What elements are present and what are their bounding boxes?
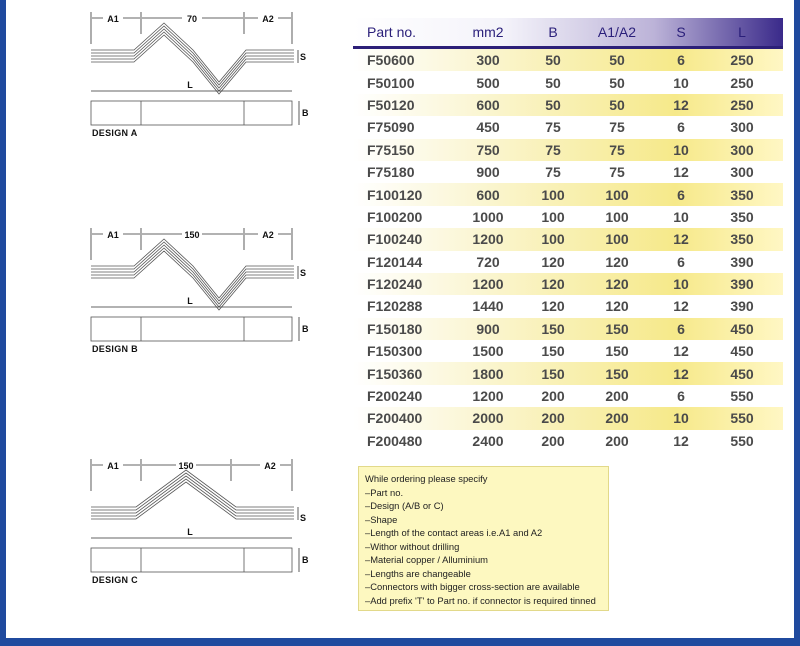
cell-a1-a2: 75 — [609, 119, 625, 136]
cell-part-no: F50600 — [367, 52, 415, 69]
cell-a1-a2: 75 — [609, 164, 625, 181]
table-body — [353, 49, 783, 452]
cell-mm2: 1800 — [472, 365, 504, 382]
design-b-a1-label: A1 — [107, 230, 119, 240]
parts-table — [353, 18, 783, 452]
table-row — [353, 94, 783, 116]
cell-l: 250 — [730, 74, 754, 91]
table-row — [353, 295, 783, 317]
cell-part-no: F150300 — [367, 343, 423, 360]
cell-s: 10 — [673, 208, 689, 225]
cell-b: 150 — [541, 365, 565, 382]
cell-b: 75 — [545, 164, 561, 181]
design-b-drawing — [86, 226, 316, 354]
cell-l: 390 — [730, 298, 754, 315]
cell-s: 12 — [673, 343, 689, 360]
cell-l: 250 — [730, 52, 754, 69]
table-row — [353, 228, 783, 250]
design-c-b-label: B — [302, 555, 309, 565]
cell-part-no: F120240 — [367, 276, 423, 293]
cell-b: 100 — [541, 231, 565, 248]
cell-a1-a2: 200 — [605, 410, 629, 427]
header-mm2: mm2 — [472, 24, 504, 40]
design-c-drawing — [86, 457, 316, 585]
cell-mm2: 1440 — [472, 298, 504, 315]
design-b-mid-dimension: 150 — [184, 230, 200, 240]
table-row — [353, 430, 783, 452]
cell-part-no: F120288 — [367, 298, 423, 315]
cell-mm2: 900 — [476, 320, 500, 337]
cell-b: 120 — [541, 276, 565, 293]
design-b-l-label: L — [187, 296, 193, 306]
cell-s: 12 — [673, 298, 689, 315]
bottom-frame-border — [0, 638, 800, 646]
cell-b: 200 — [541, 388, 565, 405]
design-a-a2-label: A2 — [262, 14, 274, 24]
cell-a1-a2: 120 — [605, 276, 629, 293]
cell-s: 10 — [673, 410, 689, 427]
cell-s: 10 — [673, 276, 689, 293]
cell-part-no: F75150 — [367, 141, 415, 158]
design-a-a1-label: A1 — [107, 14, 119, 24]
cell-mm2: 750 — [476, 141, 500, 158]
cell-mm2: 1200 — [472, 388, 504, 405]
cell-part-no: F100200 — [367, 208, 423, 225]
table-row — [353, 183, 783, 205]
cell-mm2: 500 — [476, 74, 500, 91]
cell-mm2: 720 — [476, 253, 500, 270]
cell-part-no: F100240 — [367, 231, 423, 248]
cell-s: 10 — [673, 141, 689, 158]
cell-part-no: F150180 — [367, 320, 423, 337]
table-row — [353, 71, 783, 93]
cell-mm2: 1200 — [472, 231, 504, 248]
header-a1-a2: A1/A2 — [597, 24, 637, 40]
design-b-a2-label: A2 — [262, 230, 274, 240]
cell-s: 12 — [673, 365, 689, 382]
design-c-mid-dimension: 150 — [178, 461, 194, 471]
design-a-drawing — [86, 10, 316, 138]
table-row — [353, 362, 783, 384]
cell-b: 200 — [541, 410, 565, 427]
notes-item: –Connectors with bigger cross-section are available — [365, 581, 580, 592]
cell-a1-a2: 100 — [605, 186, 629, 203]
table-row — [353, 407, 783, 429]
cell-part-no: F50120 — [367, 96, 415, 113]
cell-l: 390 — [730, 276, 754, 293]
cell-mm2: 1500 — [472, 343, 504, 360]
design-a-mid-dimension: 70 — [186, 14, 198, 24]
design-a-l-label: L — [187, 80, 193, 90]
cell-l: 390 — [730, 253, 754, 270]
cell-s: 6 — [677, 320, 685, 337]
cell-l: 300 — [730, 141, 754, 158]
cell-part-no: F100120 — [367, 186, 423, 203]
table-row — [353, 116, 783, 138]
notes-item: –Part no. — [365, 486, 404, 498]
table-row — [353, 340, 783, 362]
design-c-a1-label: A1 — [107, 461, 119, 471]
cell-mm2: 1000 — [472, 208, 504, 225]
cell-a1-a2: 150 — [605, 343, 629, 360]
ordering-notes — [358, 466, 609, 611]
design-c-l-label: L — [187, 527, 193, 537]
design-a-b-label: B — [302, 108, 309, 118]
table-row — [353, 49, 783, 71]
table-row — [353, 206, 783, 228]
cell-l: 350 — [730, 208, 754, 225]
design-b-s-label: S — [300, 268, 307, 278]
design-a-label: DESIGN A — [92, 128, 138, 138]
left-frame-border — [0, 0, 6, 646]
cell-l: 450 — [730, 365, 754, 382]
cell-mm2: 450 — [476, 119, 500, 136]
cell-part-no: F75180 — [367, 164, 415, 181]
design-c-a2-label: A2 — [264, 461, 276, 471]
cell-a1-a2: 150 — [605, 365, 629, 382]
right-frame-border — [794, 0, 800, 646]
notes-item: –Lengths are changeable — [365, 567, 471, 579]
cell-s: 12 — [673, 432, 689, 449]
cell-a1-a2: 50 — [609, 74, 625, 91]
cell-part-no: F200480 — [367, 432, 423, 449]
table-row — [353, 161, 783, 183]
notes-item: –Add prefix 'T' to Part no. if connector is required tinned — [365, 594, 596, 606]
design-a-s-label: S — [300, 52, 307, 62]
cell-l: 350 — [730, 231, 754, 248]
table-header — [353, 18, 783, 49]
header-b: B — [548, 24, 558, 40]
cell-l: 300 — [730, 119, 754, 136]
cell-b: 150 — [541, 343, 565, 360]
cell-s: 10 — [673, 74, 689, 91]
cell-s: 12 — [673, 164, 689, 181]
cell-b: 50 — [545, 52, 561, 69]
cell-l: 450 — [730, 343, 754, 360]
table-row — [353, 385, 783, 407]
cell-a1-a2: 50 — [609, 52, 625, 69]
cell-l: 250 — [730, 96, 754, 113]
cell-a1-a2: 100 — [605, 208, 629, 225]
cell-a1-a2: 100 — [605, 231, 629, 248]
cell-part-no: F120144 — [367, 253, 423, 270]
cell-s: 6 — [677, 253, 685, 270]
cell-a1-a2: 120 — [605, 253, 629, 270]
cell-l: 450 — [730, 320, 754, 337]
cell-part-no: F200400 — [367, 410, 423, 427]
table-row — [353, 273, 783, 295]
cell-mm2: 900 — [476, 164, 500, 181]
cell-b: 120 — [541, 298, 565, 315]
cell-mm2: 600 — [476, 186, 500, 203]
cell-b: 75 — [545, 141, 561, 158]
design-c-s-label: S — [300, 513, 307, 523]
cell-l: 550 — [730, 432, 754, 449]
table-row — [353, 318, 783, 340]
cell-b: 100 — [541, 186, 565, 203]
table-row — [353, 251, 783, 273]
header-l: L — [738, 24, 746, 40]
cell-part-no: F75090 — [367, 119, 415, 136]
cell-a1-a2: 50 — [609, 96, 625, 113]
cell-part-no: F50100 — [367, 74, 415, 91]
cell-l: 350 — [730, 186, 754, 203]
design-c-label: DESIGN C — [92, 575, 138, 585]
notes-item: –Withor without drilling — [365, 540, 460, 552]
cell-a1-a2: 120 — [605, 298, 629, 315]
cell-b: 50 — [545, 96, 561, 113]
cell-mm2: 2000 — [472, 410, 504, 427]
cell-s: 6 — [677, 119, 685, 136]
cell-b: 50 — [545, 74, 561, 91]
notes-heading: While ordering please specify — [365, 473, 488, 484]
table-row — [353, 139, 783, 161]
cell-s: 6 — [677, 52, 685, 69]
notes-item: –Material copper / Alluminium — [365, 554, 488, 565]
header-part-no: Part no. — [367, 24, 417, 40]
cell-mm2: 600 — [476, 96, 500, 113]
design-b-b-label: B — [302, 324, 309, 334]
cell-s: 12 — [673, 96, 689, 113]
cell-b: 75 — [545, 119, 561, 136]
design-b-label: DESIGN B — [92, 344, 138, 354]
cell-a1-a2: 150 — [605, 320, 629, 337]
cell-part-no: F200240 — [367, 388, 423, 405]
cell-b: 150 — [541, 320, 565, 337]
cell-a1-a2: 200 — [605, 388, 629, 405]
cell-s: 6 — [677, 388, 685, 405]
cell-mm2: 300 — [476, 52, 500, 69]
cell-a1-a2: 75 — [609, 141, 625, 158]
cell-a1-a2: 200 — [605, 432, 629, 449]
cell-mm2: 1200 — [472, 276, 504, 293]
cell-l: 300 — [730, 164, 754, 181]
cell-b: 100 — [541, 208, 565, 225]
header-s: S — [676, 24, 686, 40]
cell-l: 550 — [730, 388, 754, 405]
cell-l: 550 — [730, 410, 754, 427]
cell-s: 6 — [677, 186, 685, 203]
cell-s: 12 — [673, 231, 689, 248]
cell-mm2: 2400 — [472, 432, 504, 449]
cell-b: 120 — [541, 253, 565, 270]
notes-item: –Shape — [365, 513, 398, 525]
notes-item: –Length of the contact areas i.e.A1 and A2 — [365, 527, 543, 538]
cell-part-no: F150360 — [367, 365, 423, 382]
notes-item: –Design (A/B or C) — [365, 500, 444, 511]
cell-b: 200 — [541, 432, 565, 449]
